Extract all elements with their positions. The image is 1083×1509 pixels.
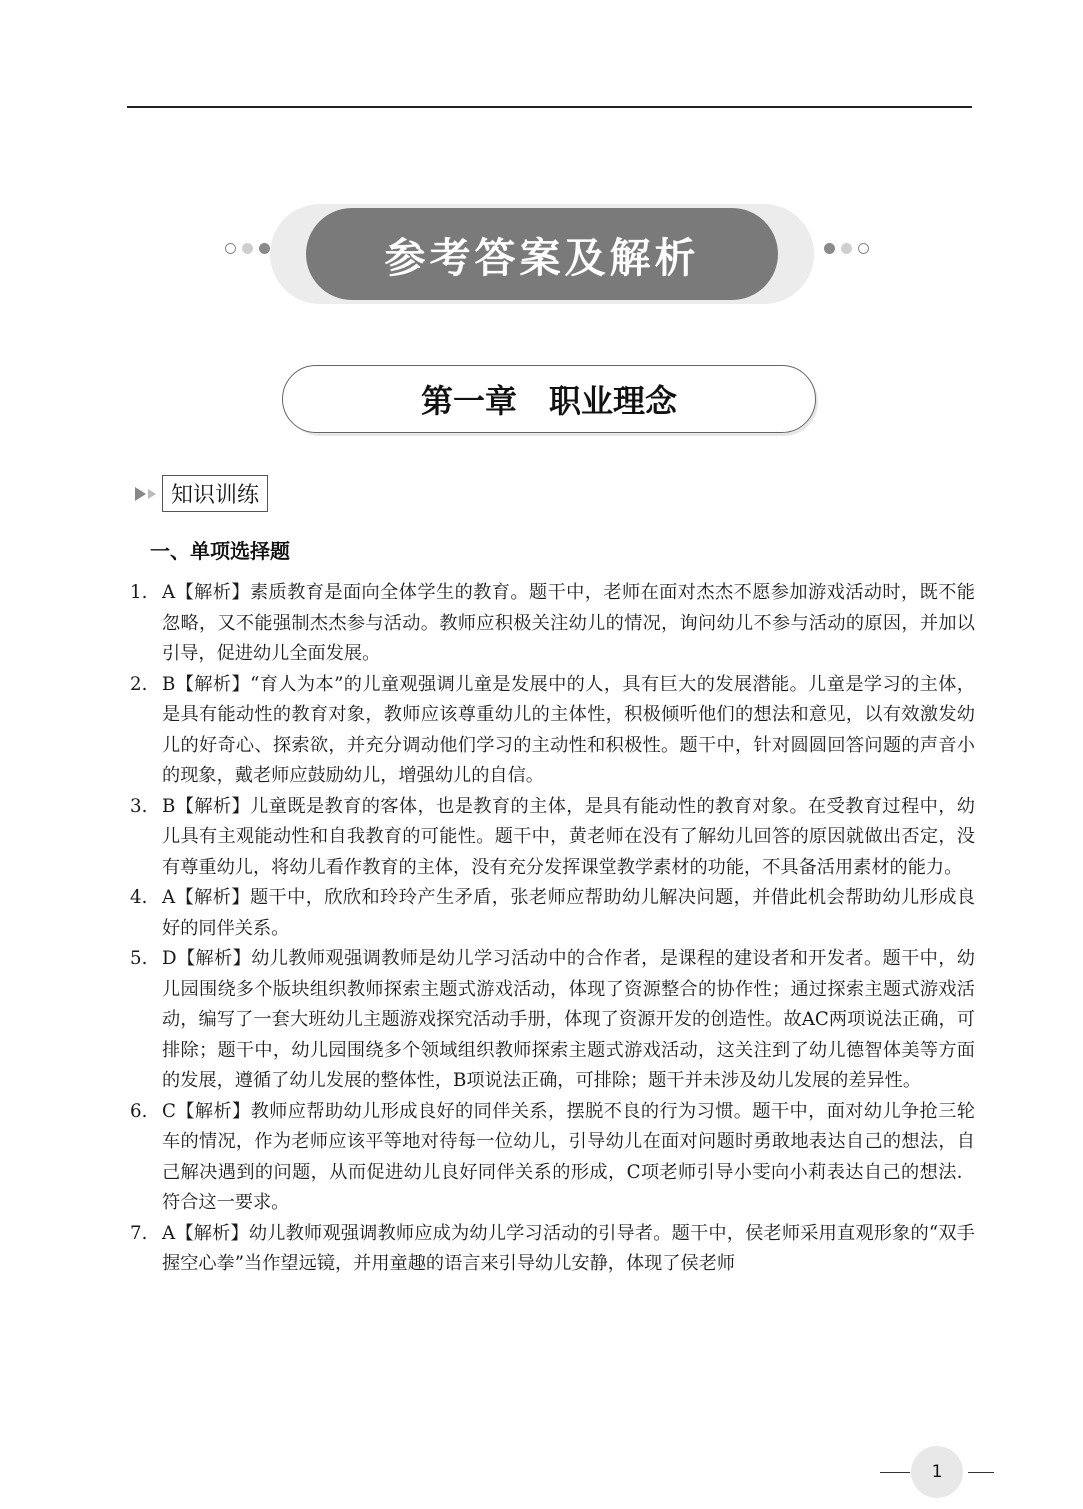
answer-item — [130, 883, 975, 944]
answer-text: A【解析】题干中，欣欣和玲玲产生矛盾，张老师应帮助幼儿解决问题，并借此机会帮助幼儿形成良好的同伴关系。 — [162, 887, 975, 939]
dot-icon — [242, 243, 253, 254]
answer-item — [130, 944, 975, 1097]
answer-text: A【解析】素质教育是面向全体学生的教育。题干中，老师在面对杰杰不愿参加游戏活动时，既不能忽略，又不能强制杰杰参与活动。教师应积极关注幼儿的情况，询问幼儿不参与活动的原因，并加以引导，促进幼儿全面发展。 — [162, 582, 975, 664]
page-number: 1 — [911, 1446, 963, 1498]
dot-icon — [858, 243, 869, 254]
dot-icon — [259, 243, 270, 254]
chapter-title: 第一章 职业理念 — [420, 382, 677, 420]
answer-text: B【解析】“育人为本”的儿童观强调儿童是发展中的人，具有巨大的发展潜能。儿童是学习的主体，是具有能动性的教育对象，教师应该尊重幼儿的主体性，积极倾听他们的想法和意见，以有效激发幼儿的好奇心、探索欲，并充分调动他们学习的主动性和积极性。题干中，针对圆圆回答问题的声音小的现象，戴老师应鼓励幼儿，增强幼儿的自信。 — [162, 673, 975, 786]
answer-number: 6. — [130, 1100, 148, 1122]
page-title: 参考答案及解析 — [384, 233, 700, 282]
title-banner — [270, 204, 814, 304]
banner-pill — [306, 208, 778, 300]
page-number-rule-left — [880, 1472, 910, 1473]
answer-number: 2. — [130, 673, 148, 695]
header-rule — [127, 106, 972, 108]
answer-text: A【解析】幼儿教师观强调教师应成为幼儿学习活动的引导者。题干中，侯老师采用直观形象的“双手握空心拳”当作望远镜，并用童趣的语言来引导幼儿安静，体现了侯老师 — [162, 1222, 975, 1274]
arrow-icon — [148, 489, 156, 499]
answer-item — [130, 1219, 975, 1280]
answer-item — [130, 670, 975, 792]
answer-text: B【解析】儿童既是教育的客体，也是教育的主体，是具有能动性的教育对象。在受教育过程中，幼儿具有主观能动性和自我教育的可能性。题干中，黄老师在没有了解幼儿回答的原因就做出否定，没有尊重幼儿，将幼儿看作教育的主体，没有充分发挥课堂教学素材的功能，不具备活用素材的能力。 — [162, 795, 975, 878]
dot-icon — [824, 243, 835, 254]
banner-dots-right — [824, 243, 869, 254]
dot-icon — [225, 243, 236, 254]
section-tag — [135, 475, 268, 512]
answer-text: C【解析】教师应帮助幼儿形成良好的同伴关系，摆脱不良的行为习惯。题干中，面对幼儿争抢三轮车的情况，作为老师应该平等地对待每一位幼儿，引导幼儿在面对问题时勇敢地表达自己的想法，自己解决遇到的问题，从而促进幼儿良好同伴关系的形成，C项老师引导小雯向小莉表达自己的想法．符合这一要求。 — [162, 1100, 975, 1213]
answer-number: 3. — [130, 795, 148, 817]
answer-item — [130, 1097, 975, 1219]
answer-item — [130, 792, 975, 884]
answer-number: 7. — [130, 1222, 148, 1244]
answer-text: D【解析】幼儿教师观强调教师是幼儿学习活动中的合作者，是课程的建设者和开发者。题干中，幼儿园围绕多个版块组织教师探索主题式游戏活动，体现了资源整合的协作性；通过探索主题式游戏活动，编写了一套大班幼儿主题游戏探究活动手册，体现了资源开发的创造性。故AC两项说法正确，可排除；题干中，幼儿园围绕多个领域组织教师探索主题式游戏活动，这关注到了幼儿德智体美等方面的发展，遵循了幼儿发展的整体性，B项说法正确，可排除；题干并未涉及幼儿发展的差异性。 — [162, 948, 975, 1091]
answer-number: 4. — [130, 887, 148, 908]
page-number-rule-right — [968, 1472, 994, 1473]
answer-number: 5. — [130, 948, 148, 969]
chapter-heading — [282, 365, 816, 433]
dot-icon — [841, 243, 852, 254]
question-type-heading: 一、单项选择题 — [150, 539, 290, 563]
answer-item — [130, 578, 975, 670]
answer-number: 1. — [130, 582, 148, 603]
arrow-icon — [135, 487, 146, 501]
section-tag-label: 知识训练 — [162, 475, 268, 512]
answer-list — [130, 578, 975, 1280]
banner-dots-left — [225, 243, 270, 254]
